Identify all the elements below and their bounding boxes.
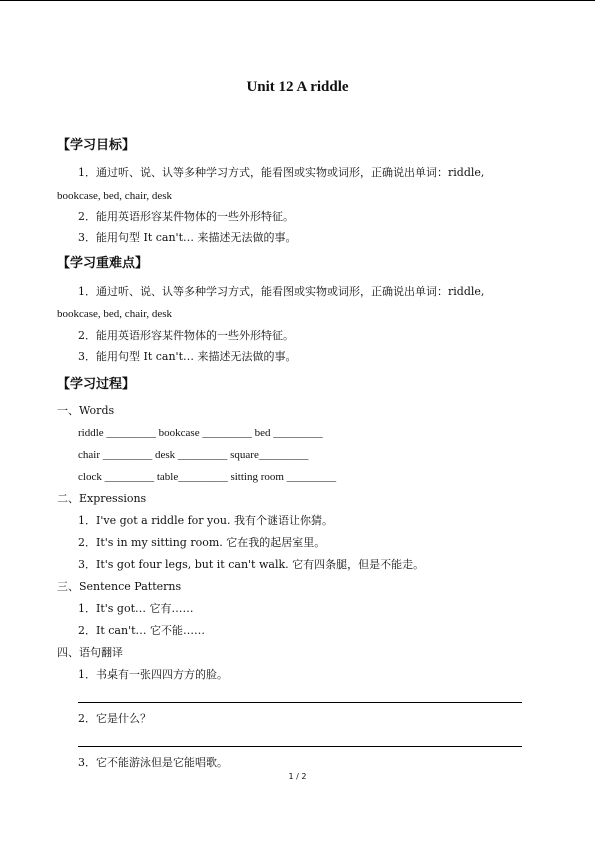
goals-line-2: 2．能用英语形容某件物体的一些外形特征。 [78,210,294,223]
translation-2: 2．它是什么？ [78,712,151,725]
words-row-3: clock _________ table_________ sitting room _________ [78,471,337,483]
goals-line-1-cont: bookcase, bed, chair, desk [57,190,173,202]
answer-line-2[interactable] [78,746,522,747]
page-title: Unit 12 A riddle [246,79,349,95]
expression-1: 1．I've got a riddle for you. 我有个谜语让你猜。 [78,514,333,527]
page-number: 1 / 2 [288,772,307,781]
expression-2: 2．It's in my sitting room. 它在我的起居室里。 [78,536,326,549]
words-heading: 一、Words [57,404,115,417]
answer-line-1[interactable] [78,702,522,703]
goals-line-1: 1．通过听、说、认等多种学习方式，能看图或实物或词形，正确说出单词：riddle, [78,166,485,179]
top-rule [0,0,595,1]
expression-3: 3．It's got four legs, but it can't walk. 它有四条腿，但是不能走。 [78,558,425,571]
patterns-heading: 三、Sentence Patterns [57,580,182,593]
key-points-line-1: 1．通过听、说、认等多种学习方式，能看图或实物或词形，正确说出单词：riddle, [78,285,485,298]
key-points-line-2: 2．能用英语形容某件物体的一些外形特征。 [78,329,294,342]
process-heading: 【学习过程】 [57,377,136,392]
key-points-line-3: 3．能用句型 It can't… 来描述无法做的事。 [78,350,297,363]
goals-line-3: 3．能用句型 It can't… 来描述无法做的事。 [78,231,297,244]
key-points-line-1-cont: bookcase, bed, chair, desk [57,308,173,320]
translation-heading: 四、语句翻译 [57,646,123,659]
translation-1: 1．书桌有一张四四方方的脸。 [78,668,228,681]
words-row-1: riddle _________ bookcase _________ bed _________ [78,427,323,439]
pattern-1: 1．It's got… 它有…… [78,602,194,615]
key-points-heading: 【学习重难点】 [57,256,149,271]
pattern-2: 2．It can't… 它不能…… [78,624,206,637]
words-row-2: chair _________ desk _________ square_________ [78,449,309,461]
goals-heading: 【学习目标】 [57,138,136,153]
expressions-heading: 二、Expressions [57,492,147,505]
translation-3: 3．它不能游泳但是它能唱歌。 [78,756,228,769]
